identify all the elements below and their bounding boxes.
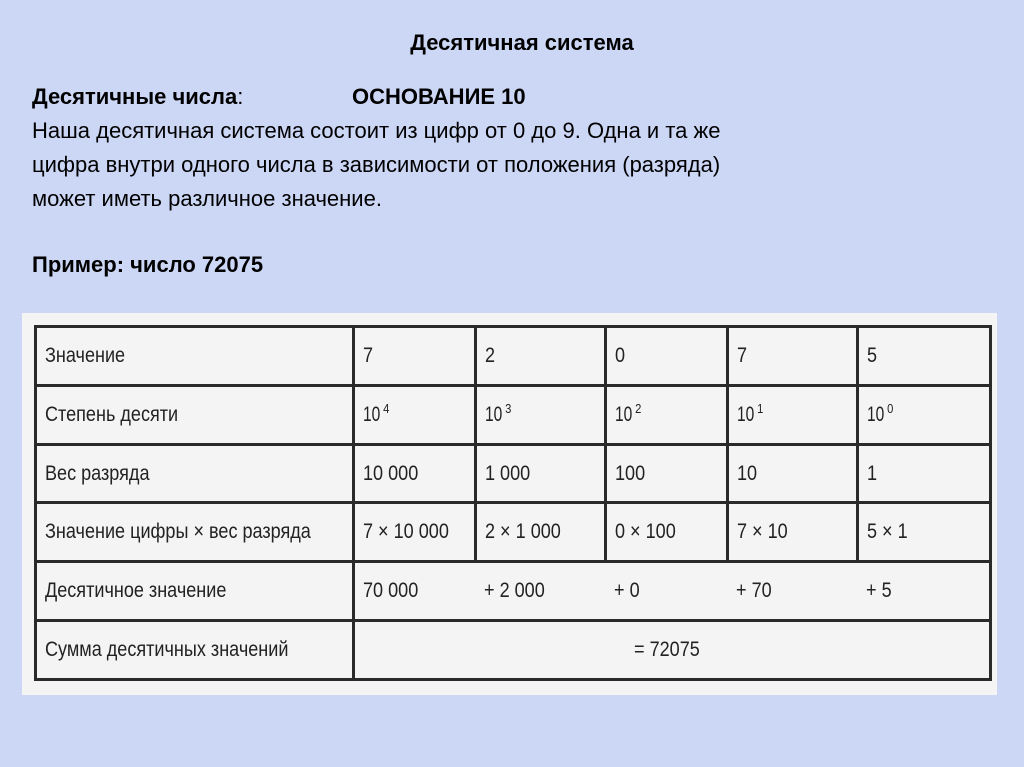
power-exponent: 3 (505, 400, 512, 416)
table-cell: 5 (867, 343, 878, 367)
table-cell: 7 (737, 343, 748, 367)
paragraph-line-3: может иметь различное значение. (32, 186, 382, 211)
paragraph-line-2: цифра внутри одного числа в зависимости от положения (разряда) (32, 152, 721, 177)
place-value-table (34, 325, 992, 681)
row-label-power: Степень десяти (45, 402, 179, 426)
table-cell (737, 400, 764, 427)
table-cell: 2 × 1 000 (485, 520, 561, 544)
row-label-weight: Вес разряда (45, 461, 150, 485)
table-cell (485, 400, 512, 427)
table-cell: 5 × 1 (867, 520, 908, 544)
heading-label: Десятичные числа (32, 84, 238, 109)
table-cell: 1 (867, 461, 878, 485)
table-cell: + 70 (735, 579, 772, 603)
power-base: 10 (363, 402, 381, 426)
table-cell: 7 (363, 343, 374, 367)
table-row-sum (36, 621, 991, 680)
table-row-value (36, 327, 991, 386)
heading-colon: : (237, 84, 244, 109)
table-row-product (36, 503, 991, 562)
power-base: 10 (867, 402, 885, 426)
body-text (32, 80, 952, 216)
power-base: 10 (615, 402, 633, 426)
row-label-product: Значение цифры × вес разряда (45, 520, 311, 544)
table-cell: 2 (485, 343, 496, 367)
table-row-weight (36, 444, 991, 503)
table-cell (867, 400, 894, 427)
sum-value: = 72075 (633, 638, 700, 662)
table-cell: 10 (737, 461, 758, 485)
power-base: 10 (737, 402, 755, 426)
row-label-decimal: Десятичное значение (45, 579, 227, 603)
table-cell: 100 (615, 461, 646, 485)
example-heading: Пример: число 72075 (32, 252, 264, 277)
row-label-value: Значение (45, 343, 126, 367)
table-cell: + 0 (613, 579, 640, 603)
power-exponent: 2 (635, 400, 642, 416)
table-cell: 0 × 100 (615, 520, 676, 544)
power-exponent: 1 (757, 400, 764, 416)
table-cell: 7 × 10 (737, 520, 788, 544)
table-row-decimal (36, 562, 991, 621)
row-label-sum: Сумма десятичных значений (45, 638, 289, 662)
heading-line (32, 80, 952, 114)
slide-title: Десятичная система (410, 30, 634, 55)
heading-value: ОСНОВАНИЕ 10 (352, 84, 526, 109)
table-cell: 70 000 (363, 579, 419, 603)
paragraph-line-1: Наша десятичная система состоит из цифр от 0 до 9. Одна и та же (32, 118, 721, 143)
place-value-table-image (22, 313, 997, 695)
table-cell: 10 000 (363, 461, 419, 485)
power-exponent: 4 (383, 400, 390, 416)
table-cell: 1 000 (485, 461, 531, 485)
power-base: 10 (485, 402, 503, 426)
table-cell (363, 400, 390, 427)
table-cell (615, 400, 642, 427)
table-row-power (36, 385, 991, 444)
table-cell: + 5 (865, 579, 892, 603)
table-cell: 0 (615, 343, 626, 367)
power-exponent: 0 (887, 400, 894, 416)
table-cell: 7 × 10 000 (363, 520, 449, 544)
table-cell: + 2 000 (483, 579, 545, 603)
